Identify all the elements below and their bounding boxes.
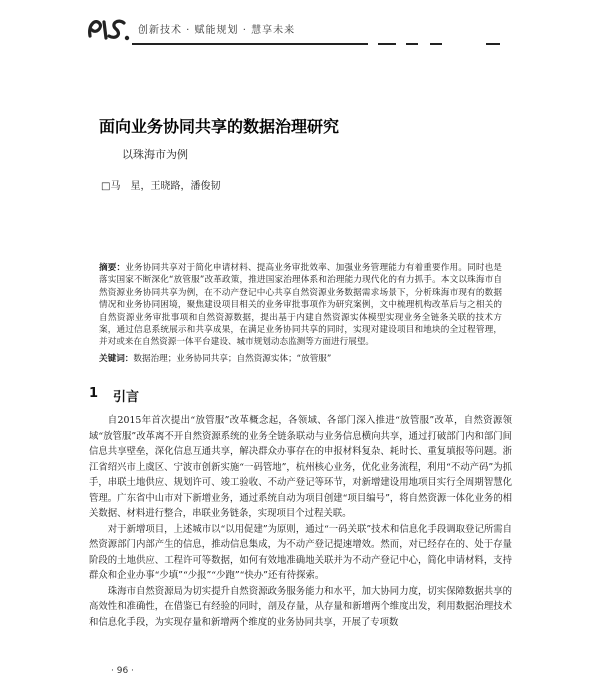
page-number: · 96 ·	[111, 666, 134, 676]
keywords-text: 数据治理；业务协同共享；自然资源实体；“放管服”	[133, 354, 332, 364]
article-subtitle: 以珠海市为例	[122, 148, 188, 161]
abstract-text: 业务协同共享对于简化申请材料、提高业务审批效率、加强业务管理能力有着重要作用。同时也是落实国家不断深化“放管服”改革政策，推进国家治理体系和治理能力现代化的有力抓手。本文以珠海市自然资源业务协同共享为例，在不动产登记中心共享自然资源业务数据需求场景下，分析珠海市现有的数据情况和业务协同困境，聚焦建设项目相关的业务审批事项作为研究案例，文中梳理机构改革后与之相关的自然资源业务审批事项和自然资源数据，提出基于内建自然资源实体模型实现业务全链条关联的技术方案，通过信息系统展示和共享成果，在满足业务协同共享的同时，实现对建设项目和地块的全过程管理，并对或来在自然资源一体平台建设、城市规划动态监测等方面进行展望。	[99, 263, 502, 348]
journal-tagline: 创新技术 · 赋能规划 · 慧享未来	[138, 25, 296, 36]
section-title: 引言	[113, 390, 140, 405]
keywords-label: 关键词：	[99, 354, 134, 364]
body-paragraph: 珠海市自然资源局为切实提升自然资源政务服务能力和水平，加大协同力度，切实保障数据共享的高效性和准确性，在借鉴已有经验的同时，剖及存量，从存量和新增两个维度出发，利用数据治理技术和信息化手段，为实现存量和新增两个维度的业务协同共享，开展了专项数	[89, 585, 512, 628]
header-rule	[132, 43, 368, 45]
body-paragraph: 对于新增项目，上述城市以“以用促建”为原则，通过“一码关联”技术和信息化手段调取登记所需自然资源部门内部产生的信息，推动信息集成，为不动产登记提速增效。然而，对已经存在的、处于存量阶段的土地供应、工程许可等数据，如何有效地准确地关联并为不动产登记中心，简化申请材料，支持群众和企业办事“少填”“少报”“少跑”“快办”还有待探索。	[89, 523, 512, 581]
article-title: 面向业务协同共享的数据治理研究	[99, 117, 340, 136]
section-body	[89, 413, 512, 630]
article-authors: □马 星，王晓路，潘俊韧	[101, 181, 221, 192]
keywords	[99, 353, 502, 365]
journal-logo-icon	[86, 14, 132, 44]
abstract	[99, 262, 502, 349]
header-rule-segment	[378, 43, 396, 45]
header-rule-segment	[406, 43, 418, 45]
header-rule-segment	[486, 43, 500, 45]
section-number: 1	[89, 386, 99, 401]
header-rule-segment	[430, 43, 442, 45]
body-paragraph: 自2015年首次提出“放管服”改革概念起，各领域、各部门深入推进“放管服”改革，自然资源领域“放管服”改革离不开自然资源系统的业务全链条联动与业务信息横向共享，通过打破部门内和部门间信息共享壁垒，深化信息互通共享，解决群众办事存在的申报材料复杂、耗时长、重复填报等问题。浙江省绍兴市上虞区、宁波市创新实施“一码管地”，杭州核心业务，优化业务流程，利用“不动产码”为抓手，串联土地供应、规划许可、竣工验收、不动产登记等环节，对新增建设用地项目实行全周期智慧化管理。广东省中山市对下新增业务，通过系统自动为项目创建“项目编号”，将自然资源一体化业务的相关数据、材料进行整合，串联业务链条，实现项目个过程关联。	[89, 415, 512, 519]
abstract-label: 摘要：	[99, 263, 126, 273]
